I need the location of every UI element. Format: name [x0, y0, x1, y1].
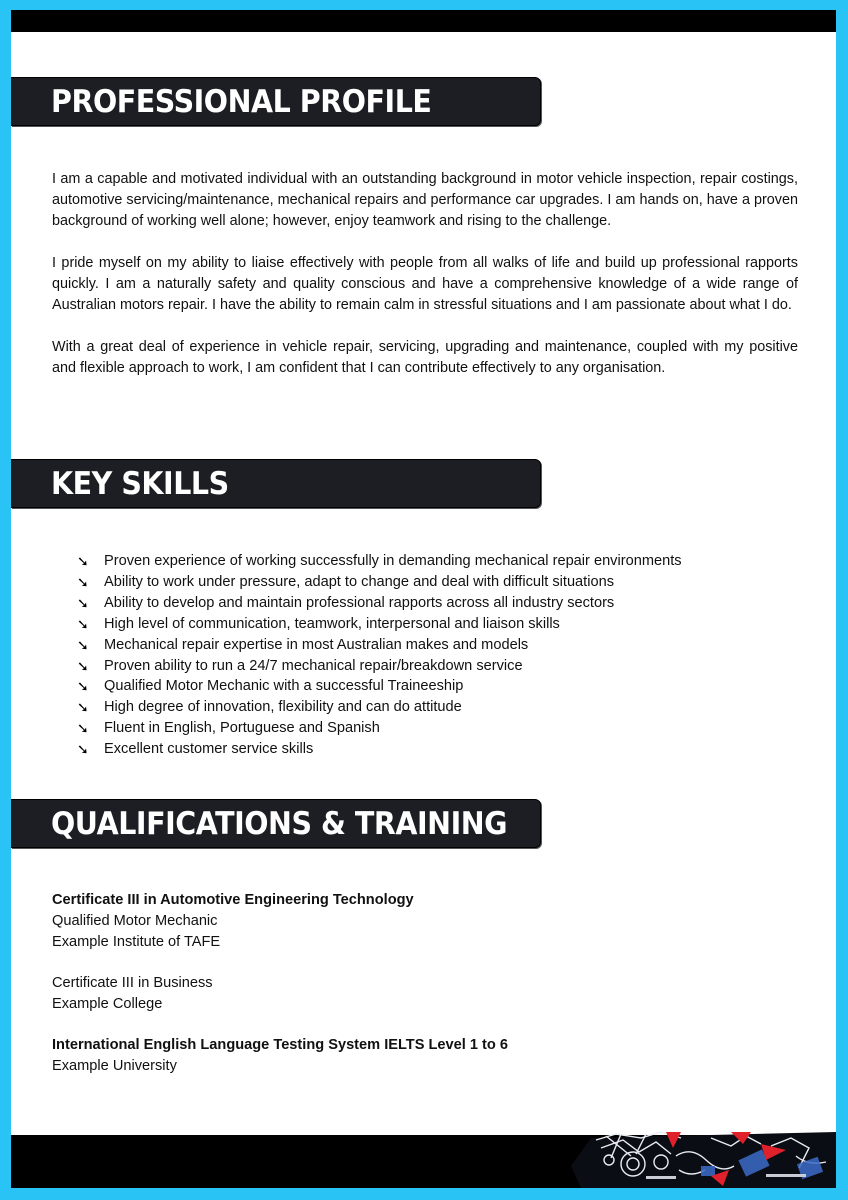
skill-item	[77, 614, 682, 635]
skill-text: Proven ability to run a 24/7 mechanical repair/breakdown service	[104, 657, 523, 674]
qualification-detail: Qualified Motor Mechanic	[52, 913, 218, 929]
qualification-title: International English Language Testing System IELTS Level 1 to 6	[52, 1037, 509, 1053]
section-title: PROFESSIONAL PROFILE	[51, 84, 432, 120]
qualifications-list	[52, 890, 508, 1097]
skill-text: Excellent customer service skills	[104, 741, 314, 758]
section-header-professional-profile	[11, 77, 541, 126]
arrow-bullet-icon: ➘	[77, 657, 89, 674]
profile-text	[52, 169, 798, 400]
arrow-bullet-icon: ➘	[77, 573, 89, 590]
skill-item	[77, 676, 682, 697]
profile-paragraph: With a great deal of experience in vehicle repair, servicing, upgrading and maintenance, coupled with my positive and flexible approach to work, I am confident that I can contribute effectively to any organisation.	[52, 339, 798, 376]
skill-text: Ability to work under pressure, adapt to change and deal with difficult situations	[104, 573, 614, 590]
qualification-title: Certificate III in Automotive Engineering Technology	[52, 892, 414, 908]
skill-item	[77, 656, 682, 677]
section-title: KEY SKILLS	[51, 466, 229, 502]
qualification-title: Certificate III in Business	[52, 975, 213, 991]
skill-item	[77, 572, 682, 593]
arrow-bullet-icon: ➘	[77, 636, 89, 653]
qualification-entry	[52, 1035, 508, 1077]
skill-text: Qualified Motor Mechanic with a successful Traineeship	[104, 678, 464, 695]
arrow-bullet-icon: ➘	[77, 699, 89, 716]
arrow-bullet-icon: ➘	[77, 615, 89, 632]
profile-paragraph: I am a capable and motivated individual with an outstanding background in motor vehicle inspection, repair costings, automotive servicing/maintenance, mechanical repairs and performance car upgrades. I am hands on, have a proven background of working well alone; however, enjoy teamwork and rising to the challenge.	[52, 171, 798, 229]
arrow-bullet-icon: ➘	[77, 720, 89, 737]
skill-text: Mechanical repair expertise in most Australian makes and models	[104, 636, 529, 653]
skill-text: High level of communication, teamwork, interpersonal and liaison skills	[104, 615, 560, 632]
profile-paragraph: I pride myself on my ability to liaise effectively with people from all walks of life and build up professional rapports quickly. I am a naturally safety and quality conscious and have a comprehensive knowledge of a wide range of Australian motors repair. I have the ability to remain calm in stressful situations and I am passionate about what I do.	[52, 255, 798, 313]
skill-item	[77, 718, 682, 739]
skill-text: Proven experience of working successfully in demanding mechanical repair environments	[104, 553, 682, 569]
skill-item	[77, 739, 682, 760]
qualification-entry	[52, 890, 508, 953]
qualification-institution: Example College	[52, 996, 163, 1012]
section-header-key-skills	[11, 459, 541, 508]
arrow-bullet-icon: ➘	[77, 678, 89, 695]
skill-item	[77, 593, 682, 614]
skills-list	[77, 551, 682, 760]
arrow-bullet-icon: ➘	[77, 741, 89, 758]
skill-item	[77, 551, 682, 572]
arrow-bullet-icon: ➘	[77, 553, 89, 569]
resume-page	[11, 10, 836, 1188]
skill-text: Fluent in English, Portuguese and Spanish	[104, 720, 380, 737]
section-title: QUALIFICATIONS & TRAINING	[51, 806, 508, 842]
qualification-entry	[52, 973, 508, 1015]
section-header-qualifications-training	[11, 799, 541, 848]
qualification-institution: Example University	[52, 1058, 177, 1074]
skill-item	[77, 697, 682, 718]
skill-text: High degree of innovation, flexibility and can do attitude	[104, 699, 462, 716]
skill-item	[77, 635, 682, 656]
skill-text: Ability to develop and maintain professional rapports across all industry sectors	[104, 594, 615, 611]
qualification-institution: Example Institute of TAFE	[52, 934, 221, 950]
arrow-bullet-icon: ➘	[77, 594, 89, 611]
engine-machinery-graphic-icon	[561, 1126, 836, 1188]
top-black-bar	[11, 10, 836, 32]
